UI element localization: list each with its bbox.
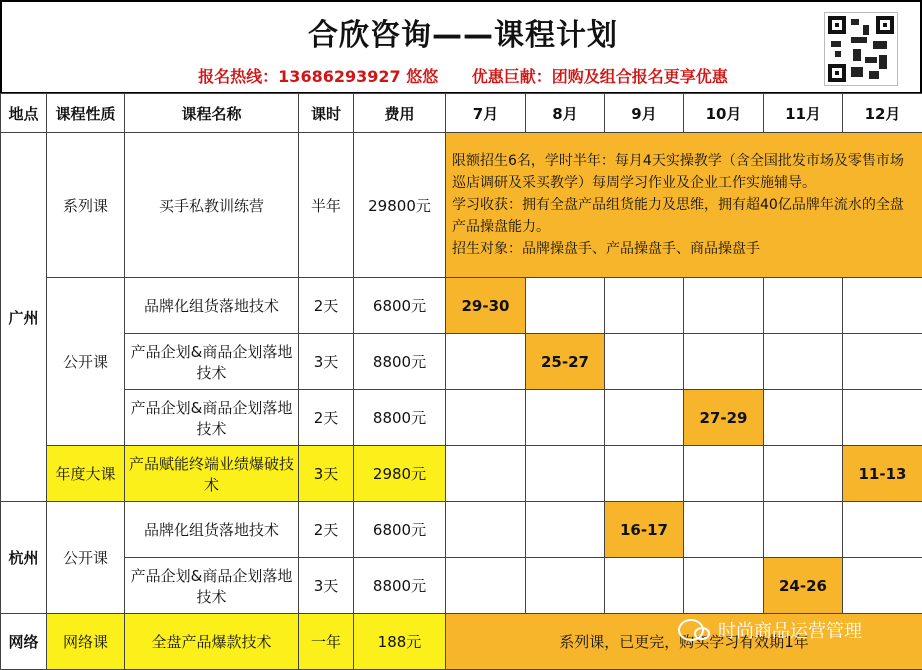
empty-cell — [684, 502, 764, 558]
empty-cell — [843, 558, 922, 614]
course-hours: 3天 — [299, 334, 354, 390]
empty-cell — [446, 558, 526, 614]
empty-cell — [684, 558, 764, 614]
course-hours: 3天 — [299, 446, 354, 502]
col-header-fee: 费用 — [354, 94, 446, 133]
empty-cell — [605, 278, 684, 334]
empty-cell — [446, 334, 526, 390]
course-name: 买手私教训练营 — [125, 133, 299, 278]
col-header-name: 课程名称 — [125, 94, 299, 133]
col-header-sep: 9月 — [605, 94, 684, 133]
col-header-hours: 课时 — [299, 94, 354, 133]
col-header-nov: 11月 — [764, 94, 843, 133]
empty-cell — [764, 446, 843, 502]
empty-cell — [446, 446, 526, 502]
table-row — [1, 334, 922, 390]
course-hours: 2天 — [299, 502, 354, 558]
series-info-line: 学习收获：拥有全盘产品组货能力及思维，拥有超40亿品牌年流水的全盘产品操盘能力。 — [452, 197, 904, 235]
empty-cell — [684, 278, 764, 334]
course-hours: 一年 — [299, 614, 354, 670]
schedule-date-cell: 27-29 — [684, 390, 764, 446]
empty-cell — [446, 390, 526, 446]
course-type: 系列课 — [47, 133, 125, 278]
col-header-location: 地点 — [1, 94, 47, 133]
course-fee: 2980元 — [354, 446, 446, 502]
table-row — [1, 558, 922, 614]
empty-cell — [843, 502, 922, 558]
col-header-jul: 7月 — [446, 94, 526, 133]
course-name: 产品赋能终端业绩爆破技术 — [125, 446, 299, 502]
table-row — [1, 390, 922, 446]
series-info-panel — [446, 133, 922, 278]
course-type: 年度大课 — [47, 446, 125, 502]
empty-cell — [526, 502, 605, 558]
header — [0, 0, 922, 94]
qr-code-icon — [824, 12, 898, 86]
schedule-date-cell: 29-30 — [446, 278, 526, 334]
course-type: 公开课 — [47, 502, 125, 614]
series-info-line: 招生对象：品牌操盘手、产品操盘手、商品操盘手 — [452, 241, 760, 257]
course-name: 产品企划&商品企划落地技术 — [125, 558, 299, 614]
empty-cell — [526, 446, 605, 502]
empty-cell — [764, 502, 843, 558]
course-hours: 半年 — [299, 133, 354, 278]
course-name: 产品企划&商品企划落地技术 — [125, 390, 299, 446]
course-fee: 8800元 — [354, 390, 446, 446]
course-type: 网络课 — [47, 614, 125, 670]
col-header-type: 课程性质 — [47, 94, 125, 133]
hotline-text: 报名热线：13686293927 悠悠 — [198, 67, 439, 86]
empty-cell — [526, 558, 605, 614]
table-row — [1, 133, 922, 278]
course-hours: 2天 — [299, 390, 354, 446]
course-name: 品牌化组货落地技术 — [125, 278, 299, 334]
course-table — [0, 93, 922, 670]
page-title: 合欣咨询——课程计划 — [308, 18, 618, 53]
empty-cell — [684, 334, 764, 390]
location-hangzhou: 杭州 — [1, 502, 47, 614]
series-info-line: 限额招生6名，学时半年：每月4天实操教学（含全国批发市场及零售市场巡店调研及采买教学）每周学习作业及企业工作实施辅导。 — [452, 153, 904, 191]
empty-cell — [605, 390, 684, 446]
empty-cell — [843, 390, 922, 446]
hotline-bar — [2, 64, 922, 87]
col-header-aug: 8月 — [526, 94, 605, 133]
course-type: 公开课 — [47, 278, 125, 446]
course-name: 产品企划&商品企划落地技术 — [125, 334, 299, 390]
empty-cell — [526, 390, 605, 446]
empty-cell — [843, 278, 922, 334]
location-online: 网络 — [1, 614, 47, 670]
promo-text: 优惠巨献：团购及组合报名更享优惠 — [471, 67, 728, 86]
online-note: 系列课，已更完，购买学习有效期1年 — [446, 614, 922, 670]
course-name: 品牌化组货落地技术 — [125, 502, 299, 558]
schedule-date-cell: 11-13 — [843, 446, 922, 502]
empty-cell — [843, 334, 922, 390]
empty-cell — [764, 390, 843, 446]
empty-cell — [605, 334, 684, 390]
empty-cell — [526, 278, 605, 334]
empty-cell — [764, 278, 843, 334]
table-row — [1, 278, 922, 334]
col-header-oct: 10月 — [684, 94, 764, 133]
location-guangzhou: 广州 — [1, 133, 47, 502]
course-fee: 6800元 — [354, 502, 446, 558]
watermark-text: 时尚商品运营管理 — [718, 621, 862, 642]
course-fee: 8800元 — [354, 558, 446, 614]
wechat-icon — [678, 619, 704, 641]
course-fee: 6800元 — [354, 278, 446, 334]
course-hours: 3天 — [299, 558, 354, 614]
course-hours: 2天 — [299, 278, 354, 334]
schedule-date-cell: 24-26 — [764, 558, 843, 614]
empty-cell — [684, 446, 764, 502]
course-name: 全盘产品爆款技术 — [125, 614, 299, 670]
table-row — [1, 446, 922, 502]
table-row — [1, 502, 922, 558]
course-fee: 29800元 — [354, 133, 446, 278]
schedule-date-cell: 25-27 — [526, 334, 605, 390]
empty-cell — [764, 334, 843, 390]
course-fee: 188元 — [354, 614, 446, 670]
empty-cell — [446, 502, 526, 558]
course-fee: 8800元 — [354, 334, 446, 390]
empty-cell — [605, 446, 684, 502]
table-header-row — [1, 94, 922, 133]
empty-cell — [605, 558, 684, 614]
watermark — [678, 613, 862, 647]
col-header-dec: 12月 — [843, 94, 922, 133]
schedule-date-cell: 16-17 — [605, 502, 684, 558]
